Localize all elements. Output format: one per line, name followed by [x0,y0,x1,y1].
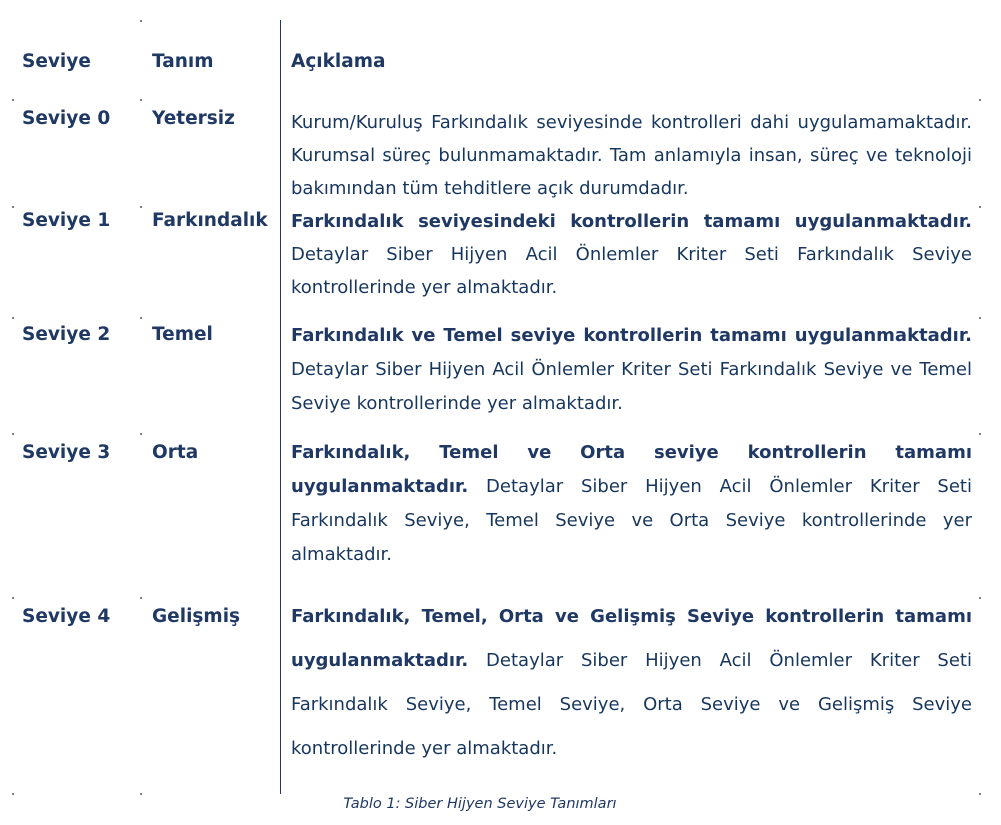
row-level: Seviye 0 [22,108,111,129]
table-corner-mark [12,597,14,599]
table-corner-mark [140,317,142,319]
table-corner-mark [979,597,981,599]
table-corner-mark [979,317,981,319]
header-level: Seviye [22,51,91,72]
table-corner-mark [140,20,142,22]
row-description-bold: Farkındalık ve Temel seviye kontrollerin tamamı uygulanmaktadır. [291,325,972,346]
row-description-bold: Farkındalık seviyesindeki kontrollerin tamamı uygulanmaktadır. [291,211,972,232]
row-description [291,106,972,205]
table-corner-mark [140,433,142,435]
row-level: Seviye 1 [22,210,111,231]
row-description [291,595,972,771]
header-description: Açıklama [291,51,386,72]
row-description-text: Detaylar Siber Hijyen Acil Önlemler Kriter Seti Farkındalık Seviye, Temel Seviye, Orta Seviye ve Gelişmiş Seviye kontrollerinde yer almaktadır. [291,650,972,759]
row-level: Seviye 4 [22,606,111,627]
row-level: Seviye 2 [22,324,111,345]
row-name: Farkındalık [152,210,268,231]
table-corner-mark [979,99,981,101]
row-description [291,205,972,304]
table-corner-mark [140,597,142,599]
row-description-text: Detaylar Siber Hijyen Acil Önlemler Kriter Seti Farkındalık Seviye ve Temel Seviye kontrollerinde yer almaktadır. [291,359,972,414]
row-name: Temel [152,324,213,345]
table-corner-mark [12,317,14,319]
table-corner-mark [12,206,14,208]
column-divider [280,20,281,794]
table-caption: Tablo 1: Siber Hijyen Seviye Tanımları [343,796,617,812]
row-description-text: Detaylar Siber Hijyen Acil Önlemler Kriter Seti Farkındalık Seviye, Temel Seviye ve Orta Seviye kontrollerinde yer almaktadır. [291,476,972,565]
header-name: Tanım [152,51,214,72]
table-corner-mark [140,793,142,795]
table-corner-mark [979,793,981,795]
row-description-text: Kurum/Kuruluş Farkındalık seviyesinde kontrolleri dahi uygulamamaktadır. Kurumsal süreç bulunmamaktadır. Tam anlamıyla insan, süreç ve teknoloji bakımından tüm tehditlere açık durumdadır. [291,112,972,199]
row-description-text: Detaylar Siber Hijyen Acil Önlemler Kriter Seti Farkındalık Seviye kontrollerinde yer almaktadır. [291,244,972,298]
table-corner-mark [979,433,981,435]
table-corner-mark [140,99,142,101]
table-corner-mark [979,206,981,208]
row-description [291,436,972,572]
row-description-bold: Farkındalık, Temel, Orta ve Gelişmiş Seviye kontrollerin tamamı uygulanmaktadır. [291,606,972,671]
table-corner-mark [12,793,14,795]
row-level: Seviye 3 [22,442,111,463]
table-corner-mark [140,206,142,208]
table-corner-mark [12,99,14,101]
row-description [291,319,972,421]
row-name: Yetersiz [152,108,235,129]
row-description-bold: Farkındalık, Temel ve Orta seviye kontrollerin tamamı uygulanmaktadır. [291,442,972,497]
table-corner-mark [12,433,14,435]
row-name: Gelişmiş [152,606,241,627]
row-name: Orta [152,442,199,463]
